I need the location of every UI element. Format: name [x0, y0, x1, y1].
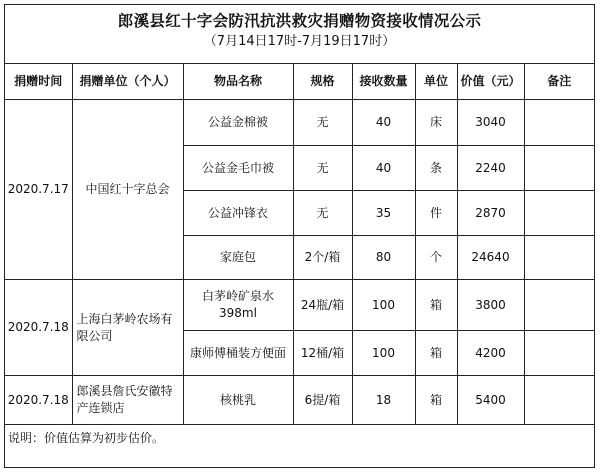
- item-unit: 箱: [415, 331, 457, 376]
- donation-date: 2020.7.18: [5, 280, 72, 376]
- item-name: 白茅岭矿泉水398ml: [183, 280, 293, 331]
- item-qty: 80: [352, 236, 415, 280]
- item-spec: 12桶/箱: [293, 331, 352, 376]
- item-value: 2870: [457, 191, 524, 236]
- item-unit: 个: [415, 236, 457, 280]
- note-row: [5, 425, 594, 452]
- header-value: 价值（元）: [457, 63, 524, 100]
- item-value: 24640: [457, 236, 524, 280]
- item-name: 核桃乳: [183, 376, 293, 425]
- item-value: 3040: [457, 100, 524, 146]
- item-unit: 箱: [415, 280, 457, 331]
- item-remark: [524, 376, 594, 425]
- donation-date: 2020.7.18: [5, 376, 72, 425]
- item-remark: [524, 100, 594, 146]
- item-qty: 40: [352, 100, 415, 146]
- item-remark: [524, 236, 594, 280]
- header-spec: 规格: [293, 63, 352, 100]
- item-qty: 35: [352, 191, 415, 236]
- header-row: [5, 63, 594, 100]
- item-remark: [524, 146, 594, 191]
- donor-name: 郎溪县詹氏安徽特产连锁店: [72, 376, 183, 425]
- item-value: 3800: [457, 280, 524, 331]
- header-date: 捐赠时间: [5, 63, 72, 100]
- page-subtitle: （7月14日17时-7月19日17时）: [203, 34, 396, 49]
- donor-name: 上海白茅岭农场有限公司: [72, 280, 183, 376]
- donation-table: [5, 63, 594, 451]
- header-qty: 接收数量: [352, 63, 415, 100]
- table-note: 说明：价值估算为初步估价。: [5, 425, 594, 452]
- item-name: 康师傅桶装方便面: [183, 331, 293, 376]
- item-qty: 100: [352, 331, 415, 376]
- item-value: 2240: [457, 146, 524, 191]
- item-name: 公益冲锋衣: [183, 191, 293, 236]
- title-block: [5, 5, 594, 64]
- item-unit: 条: [415, 146, 457, 191]
- item-value: 4200: [457, 331, 524, 376]
- page-title: 郎溪县红十字会防汛抗洪救灾捐赠物资接收情况公示: [117, 12, 482, 30]
- item-spec: 2个/箱: [293, 236, 352, 280]
- item-remark: [524, 280, 594, 331]
- item-spec: 24瓶/箱: [293, 280, 352, 331]
- item-spec: 无: [293, 191, 352, 236]
- item-value: 5400: [457, 376, 524, 425]
- item-unit: 床: [415, 100, 457, 146]
- header-donor: 捐赠单位（个人）: [72, 63, 183, 100]
- item-spec: 6提/箱: [293, 376, 352, 425]
- donation-table-sheet: [4, 4, 595, 468]
- item-remark: [524, 191, 594, 236]
- item-name: 公益金棉被: [183, 100, 293, 146]
- item-spec: 无: [293, 146, 352, 191]
- header-item: 物品名称: [183, 63, 293, 100]
- item-qty: 18: [352, 376, 415, 425]
- donor-name: 中国红十字总会: [72, 100, 183, 280]
- item-spec: 无: [293, 100, 352, 146]
- item-unit: 箱: [415, 376, 457, 425]
- table-row: [5, 376, 594, 425]
- donation-date: 2020.7.17: [5, 100, 72, 280]
- item-qty: 40: [352, 146, 415, 191]
- item-name: 公益金毛巾被: [183, 146, 293, 191]
- header-unit: 单位: [415, 63, 457, 100]
- item-name: 家庭包: [183, 236, 293, 280]
- header-remark: 备注: [524, 63, 594, 100]
- item-unit: 件: [415, 191, 457, 236]
- table-row: [5, 280, 594, 331]
- item-qty: 100: [352, 280, 415, 331]
- table-row: [5, 100, 594, 146]
- item-remark: [524, 331, 594, 376]
